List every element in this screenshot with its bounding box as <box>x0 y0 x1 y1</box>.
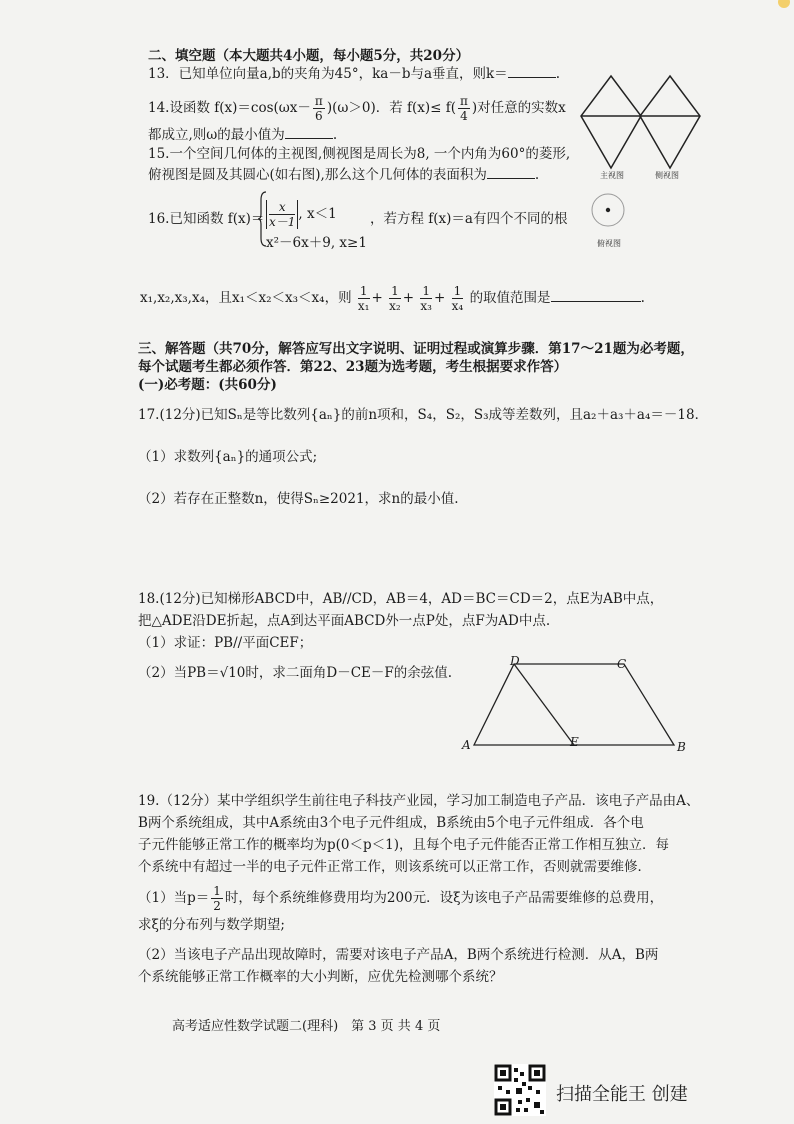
scanner-watermark: 扫描全能王 创建 <box>556 1084 688 1105</box>
q16-text-d: 的取值范围是 <box>469 290 551 306</box>
denominator: 2 <box>213 899 221 913</box>
fill-blank-section-header: 二、填空题（本大题共4小题，每小题5分，共20分） <box>148 48 470 64</box>
question-18-part-2: （2）当PB＝√10时，求二面角D－CE－F的余弦值. <box>138 665 453 681</box>
question-15-cont: 俯视图是圆及其圆心(如右图),那么这个几何体的表面积为 . <box>148 167 540 183</box>
question-19-b: B两个系统组成，其中A系统由3个电子元件组成，B系统由5个电子元件组成．各个电 <box>138 815 644 831</box>
answer-blank <box>285 126 333 139</box>
q15-text-b: 俯视图是圆及其圆心(如右图),那么这个几何体的表面积为 <box>148 167 487 183</box>
question-16 <box>148 210 264 228</box>
question-17-part-2: （2）若存在正整数n，使得Sₙ≥2021，求n的最小值. <box>138 491 459 507</box>
answer-blank <box>508 65 556 78</box>
q19-1-text-b: 时，每个系统维修费用均为200元．设ξ为该电子产品需要维修的总费用， <box>224 890 664 906</box>
required-header: (一)必考题：(共60分) <box>138 377 277 393</box>
question-19-part-1-cont: 求ξ的分布列与数学期望; <box>138 917 285 933</box>
sun-icon <box>764 0 794 20</box>
q16-text-c: x₁,x₂,x₃,x₄，且x₁＜x₂＜x₃＜x₄，则 <box>140 290 352 306</box>
q14-text-d: 都成立,则ω的最小值为 <box>148 127 285 143</box>
fraction: $\frac{1}{\text{x₄}}$ <box>451 284 464 313</box>
question-19-part-1 <box>138 884 663 913</box>
q14-text-a: 14.设函数 f(x)＝cos(ωx－ <box>148 100 311 116</box>
question-18-cont: 把△ADE沿DE折起，点A到达平面ABCD外一点P处，点F为AD中点. <box>138 613 551 629</box>
fraction: $\frac{1}{\text{x₃}}$ <box>420 284 432 313</box>
q16-text-b: ，若方程 f(x)＝a有四个不同的根 <box>370 211 568 227</box>
vertex-E-label: E <box>570 735 579 749</box>
vertex-B-label: B <box>677 740 686 754</box>
qr-code-icon <box>494 1064 546 1116</box>
denominator: 6 <box>315 109 323 123</box>
page-footer: 高考适应性数学试题二(理科) 第 3 页 共 4 页 <box>172 1019 441 1034</box>
q16-case-2: x²－6x＋9, x≥1 <box>266 235 367 251</box>
fraction <box>313 94 325 123</box>
side-view-caption: 侧视图 <box>655 171 679 180</box>
top-view-caption: 俯视图 <box>597 239 621 248</box>
answer-section-header-2: 每个试题考生都必须作答．第22、23题为选考题，考生根据要求作答） <box>138 359 568 375</box>
answer-section-header: 三、解答题（共70分，解答应写出文字说明、证明过程或演算步骤．第17～21题为必考题， <box>138 341 694 357</box>
q16-case-1: $\frac{x}{x-1}$ , x＜1 <box>266 200 337 229</box>
rhombus-views-figure <box>578 72 778 182</box>
vertex-A-label: A <box>462 738 471 752</box>
question-19-d: 个系统中有超过一半的电子元件正常工作，则该系统可以正常工作，否则就需要维修． <box>138 859 651 875</box>
front-view-rhombus <box>581 76 641 168</box>
question-14 <box>148 94 566 123</box>
q14-text-b: )(ω＞0)．若 f(x)≤ f( <box>326 100 457 116</box>
fraction <box>458 94 470 123</box>
vertex-D-label: D <box>510 654 520 668</box>
question-14-cont: 都成立,则ω的最小值为 . <box>148 127 338 143</box>
vertex-C-label: C <box>617 657 627 671</box>
question-16-cont: x₁,x₂,x₃,x₄，且x₁＜x₂＜x₃＜x₄，则 $\frac{1}{\text{x₁}}$ + $\frac{1}{\text{x₂}}$ + $\frac{1}{\text{x₃}}$ + $\frac{1}{\text{x₄}}$ 的取值范围是 . <box>140 284 645 313</box>
question-18-part-1: （1）求证：PB//平面CEF； <box>138 635 313 651</box>
front-view-caption: 主视图 <box>600 171 624 180</box>
fraction: $\frac{1}{\text{x₂}}$ <box>389 284 401 313</box>
numerator: π <box>314 94 323 108</box>
question-15: 15.一个空间几何体的主视图,侧视图是周长为8, 一个内角为60°的菱形, <box>148 146 571 162</box>
fraction: $\frac{1}{\text{x₁}}$ <box>357 284 370 313</box>
q13-text: 13．已知单位向量a,b的夹角为45°，ka－b与a垂直，则k＝ <box>148 66 508 82</box>
question-17: 17.(12分)已知Sₙ是等比数列{aₙ}的前n项和，S₄，S₂，S₃成等差数列，且a₂＋a₃＋a₄＝－18． <box>138 407 709 423</box>
fraction: $\frac{x}{x-1}$ <box>269 200 296 229</box>
q14-text-c: )对任意的实数x <box>471 100 566 116</box>
question-19: 19.（12分）某中学组织学生前往电子科技产业园，学习加工制造电子产品．该电子产品由A、 <box>138 793 700 809</box>
q19-1-text-a: （1）当p＝ <box>138 890 210 906</box>
denominator: 4 <box>460 109 468 123</box>
q16-text-a: 16.已知函数 f(x)＝ <box>148 211 265 227</box>
question-19-part-2-cont: 个系统能够正常工作概率的大小判断，应优先检测哪个系统？ <box>138 969 503 985</box>
question-19-c: 子元件能够正常工作的概率均为p(0＜p＜1)，且每个电子元件能否正常工作相互独立．每 <box>138 837 669 853</box>
top-view-circle <box>588 190 628 230</box>
question-13: 13．已知单位向量a,b的夹角为45°，ka－b与a垂直，则k＝ . <box>148 66 560 82</box>
answer-blank <box>551 289 641 302</box>
answer-blank <box>487 166 535 179</box>
fraction <box>211 884 223 913</box>
numerator: 1 <box>213 884 221 898</box>
numerator: π <box>460 94 468 108</box>
question-17-part-1: （1）求数列{aₙ}的通项公式; <box>138 449 318 465</box>
side-view-rhombus <box>640 76 700 168</box>
question-19-part-2: （2）当该电子产品出现故障时，需要对该电子产品A，B两个系统进行检测．从A，B两 <box>138 947 659 963</box>
question-18: 18.(12分)已知梯形ABCD中，AB//CD，AB＝4，AD＝BC＝CD＝2，点E为AB中点， <box>138 591 664 607</box>
